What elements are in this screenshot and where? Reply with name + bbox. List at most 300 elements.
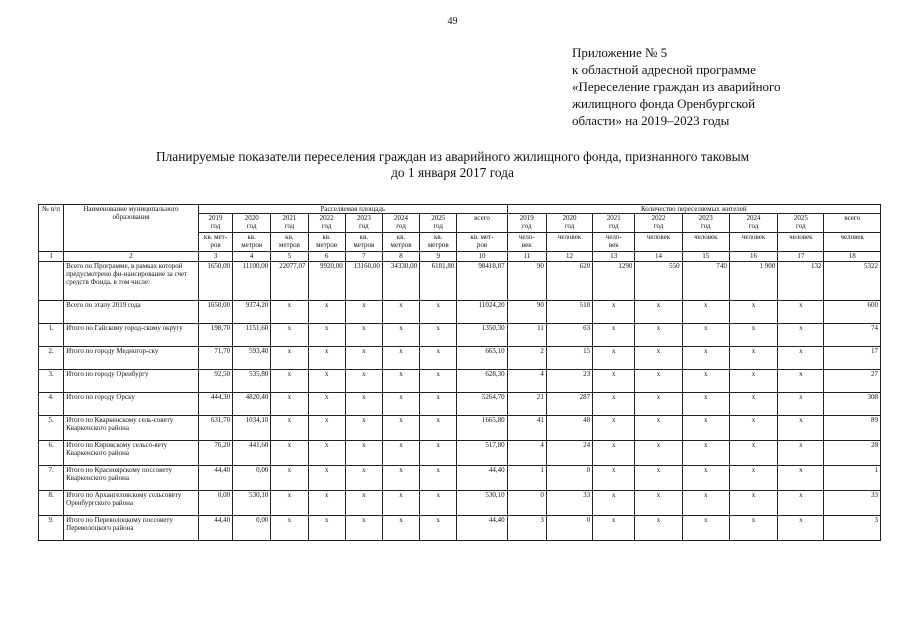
row-value: 13160,00	[345, 262, 382, 301]
table-row	[39, 370, 881, 393]
row-value: x	[778, 416, 824, 441]
row-value: x	[382, 416, 419, 441]
header-index: 15	[682, 252, 729, 262]
header-index: 10	[457, 252, 507, 262]
row-value: 33	[546, 491, 592, 516]
row-value: 63	[546, 324, 592, 347]
row-value: x	[729, 301, 777, 324]
header-index: 12	[546, 252, 592, 262]
header-name: Наименование муниципального образования	[64, 205, 199, 252]
header-year-line1: 2021	[606, 214, 621, 222]
row-value: x	[420, 347, 457, 370]
header-index: 2	[64, 252, 199, 262]
row-value: x	[593, 370, 635, 393]
row-value: 0,00	[198, 491, 232, 516]
row-value: x	[271, 441, 308, 466]
row-value: x	[271, 516, 308, 541]
row-value: x	[635, 347, 682, 370]
row-value: 71,70	[198, 347, 232, 370]
header-unit-people	[635, 233, 682, 252]
header-year-line2: год	[522, 222, 532, 230]
appendix-line: жилищного фонда Оренбургской	[572, 96, 756, 111]
row-value: 6181,80	[420, 262, 457, 301]
row-name: Итого по городу Орску	[64, 393, 199, 416]
row-number: 4.	[39, 393, 64, 416]
row-value: 44,40	[457, 516, 507, 541]
row-value: 24	[546, 441, 592, 466]
row-value: x	[778, 393, 824, 416]
row-name: Итого по Переволоцкому поссовету Переволоцкого района	[64, 516, 199, 541]
row-value: 530,10	[457, 491, 507, 516]
header-unit-area-line1: кв.	[396, 233, 406, 241]
row-number: 5.	[39, 416, 64, 441]
row-value: 1650,00	[198, 262, 232, 301]
row-value: 33	[824, 491, 881, 516]
header-total: всего	[824, 214, 881, 233]
header-unit-area-line2: метров	[427, 241, 449, 249]
row-value: x	[593, 301, 635, 324]
header-total: всего	[457, 214, 507, 233]
row-value: 2	[507, 347, 546, 370]
row-value: x	[593, 441, 635, 466]
header-year-line1: 2023	[698, 214, 713, 222]
header-year	[778, 214, 824, 233]
row-number: 7.	[39, 466, 64, 491]
row-value: x	[729, 491, 777, 516]
header-year-line1: 2025	[431, 214, 446, 222]
row-value: 4820,40	[233, 393, 271, 416]
row-value: 44,40	[457, 466, 507, 491]
row-name: Итого по Кваркенскому сель-совету Кваркенского района	[64, 416, 199, 441]
header-index: 4	[233, 252, 271, 262]
row-value: 1290	[593, 262, 635, 301]
row-value: x	[345, 466, 382, 491]
table-row	[39, 301, 881, 324]
row-value: 22077,07	[271, 262, 308, 301]
row-value: 308	[824, 393, 881, 416]
row-value: x	[345, 324, 382, 347]
row-value: x	[345, 347, 382, 370]
row-value: x	[593, 491, 635, 516]
table-row	[39, 347, 881, 370]
appendix-line: области» на 2019–2023 годы	[572, 113, 730, 128]
row-value: x	[593, 393, 635, 416]
row-value: 535,80	[233, 370, 271, 393]
row-value: 11024,20	[457, 301, 507, 324]
header-unit-area	[198, 233, 232, 252]
row-value: x	[729, 393, 777, 416]
row-value: 4	[507, 370, 546, 393]
row-value: 9374,20	[233, 301, 271, 324]
header-unit-people-line1: человек	[694, 233, 718, 241]
row-value: x	[420, 324, 457, 347]
header-unit-area	[271, 233, 308, 252]
row-value: 11100,00	[233, 262, 271, 301]
header-year-line1: 2019	[208, 214, 223, 222]
row-value: 600	[824, 301, 881, 324]
row-value: 1034,10	[233, 416, 271, 441]
row-value: 9920,00	[308, 262, 345, 301]
row-value: x	[308, 370, 345, 393]
header-unit-people-line1: человек	[646, 233, 671, 241]
row-value: 631,70	[198, 416, 232, 441]
row-value: x	[271, 393, 308, 416]
header-unit-people	[778, 233, 824, 252]
header-year-line1: 2022	[319, 214, 334, 222]
row-value: x	[593, 416, 635, 441]
header-unit-area-line1: кв.	[285, 233, 294, 241]
row-value: 23	[546, 370, 592, 393]
row-number: 6.	[39, 441, 64, 466]
header-index: 17	[778, 252, 824, 262]
row-value: x	[682, 301, 729, 324]
row-value: x	[382, 441, 419, 466]
row-value: x	[778, 347, 824, 370]
row-value: 89	[824, 416, 881, 441]
row-name: Итого по Красноярскому поссовету Кваркенского района	[64, 466, 199, 491]
row-value: x	[729, 466, 777, 491]
row-value: x	[682, 491, 729, 516]
row-value: x	[778, 370, 824, 393]
row-value: 3	[507, 516, 546, 541]
row-value: x	[345, 516, 382, 541]
row-value: x	[778, 441, 824, 466]
row-value: 48	[546, 416, 592, 441]
row-value: 628,30	[457, 370, 507, 393]
row-value: 76,20	[198, 441, 232, 466]
row-value: 15	[546, 347, 592, 370]
row-value: x	[382, 466, 419, 491]
row-value: x	[420, 466, 457, 491]
row-value: 34330,00	[382, 262, 419, 301]
row-value: 1665,80	[457, 416, 507, 441]
row-value: x	[271, 370, 308, 393]
row-number: 1.	[39, 324, 64, 347]
header-index: 9	[420, 252, 457, 262]
row-value: x	[271, 324, 308, 347]
row-value: x	[682, 370, 729, 393]
header-year-line1: 2024	[746, 214, 761, 222]
header-unit-people-line2: век	[608, 241, 619, 249]
row-value: x	[420, 301, 457, 324]
row-value: x	[593, 324, 635, 347]
row-name: Всего по Программе, в рамках которой предусмотрено фи-нансирование за счет средств Фонда, в том числе:	[64, 262, 199, 301]
table-row	[39, 491, 881, 516]
row-value: x	[778, 466, 824, 491]
header-year-line2: год	[210, 222, 221, 230]
header-index: 11	[507, 252, 546, 262]
header-unit-area	[420, 233, 457, 252]
row-value: x	[635, 491, 682, 516]
row-value: x	[345, 301, 382, 324]
header-year-line2: год	[433, 222, 443, 230]
row-value: 41	[507, 416, 546, 441]
header-year-line1: 2025	[793, 214, 808, 222]
header-year	[635, 214, 682, 233]
header-unit-people	[824, 233, 881, 252]
header-unit-people-line2: век	[521, 241, 532, 249]
header-year	[271, 214, 308, 233]
header-index: 7	[345, 252, 382, 262]
header-year-line2: год	[321, 222, 332, 230]
row-value: 44,40	[198, 466, 232, 491]
row-value: 98418,87	[457, 262, 507, 301]
row-value: x	[635, 370, 682, 393]
table-header	[39, 205, 881, 262]
header-unit-area-line2: метров	[353, 241, 375, 249]
header-year-line1: 2020	[562, 214, 577, 222]
row-value: 5264,70	[457, 393, 507, 416]
row-name: Итого по Гайскому город-скому округу	[64, 324, 199, 347]
row-value: x	[345, 491, 382, 516]
row-value: x	[420, 370, 457, 393]
row-value: x	[778, 516, 824, 541]
row-value: x	[382, 491, 419, 516]
row-value: 287	[546, 393, 592, 416]
row-value: x	[778, 491, 824, 516]
header-year-line2: год	[748, 222, 759, 230]
row-value: x	[345, 441, 382, 466]
row-value: x	[382, 393, 419, 416]
row-value: 0	[546, 516, 592, 541]
row-value: x	[778, 324, 824, 347]
row-value: 665,10	[457, 347, 507, 370]
header-unit-area-line2: метров	[241, 241, 263, 249]
row-value: 0	[546, 466, 592, 491]
header-unit-people	[546, 233, 592, 252]
row-value: x	[308, 301, 345, 324]
row-value: x	[308, 416, 345, 441]
row-number	[39, 262, 64, 301]
appendix-heading	[572, 44, 781, 129]
row-value: 17	[824, 347, 881, 370]
row-number: 2.	[39, 347, 64, 370]
row-value: x	[778, 301, 824, 324]
row-value: 517,80	[457, 441, 507, 466]
table-row	[39, 441, 881, 466]
header-unit-area-line1: кв.	[433, 233, 443, 241]
row-value: x	[382, 301, 419, 324]
table-row	[39, 416, 881, 441]
header-unit-area	[382, 233, 419, 252]
row-value: x	[635, 324, 682, 347]
row-name: Всего по этапу 2019 года	[64, 301, 199, 324]
row-value: x	[420, 516, 457, 541]
row-value: 92,50	[198, 370, 232, 393]
row-value: x	[420, 393, 457, 416]
row-value: x	[308, 491, 345, 516]
header-unit-area-line1: кв.	[322, 233, 331, 241]
row-value: x	[682, 416, 729, 441]
resettlement-table	[38, 204, 881, 541]
header-year	[420, 214, 457, 233]
row-value: x	[593, 516, 635, 541]
header-year-line2: год	[653, 222, 664, 230]
row-value: 5322	[824, 262, 881, 301]
header-unit-area-line2: метров	[316, 241, 338, 249]
row-value: 0,00	[233, 466, 271, 491]
header-year-line1: 2022	[651, 214, 666, 222]
header-unit-area	[308, 233, 345, 252]
row-name: Итого по городу Медногор-ску	[64, 347, 199, 370]
row-value: 593,40	[233, 347, 271, 370]
header-index: 8	[382, 252, 419, 262]
row-value: x	[729, 347, 777, 370]
row-value: 1	[507, 466, 546, 491]
header-year	[593, 214, 635, 233]
header-unit-people	[682, 233, 729, 252]
header-unit-area-line1: кв. мет-	[470, 233, 494, 241]
row-value: x	[308, 393, 345, 416]
row-value: x	[382, 516, 419, 541]
header-year-line2: год	[359, 222, 369, 230]
row-value: x	[382, 324, 419, 347]
header-unit-area	[233, 233, 271, 252]
row-value: x	[635, 301, 682, 324]
row-value: 132	[778, 262, 824, 301]
row-value: x	[682, 516, 729, 541]
header-year-line1: 2020	[244, 214, 259, 222]
row-value: x	[635, 393, 682, 416]
row-value: x	[345, 416, 382, 441]
row-value: 1350,30	[457, 324, 507, 347]
table-row	[39, 262, 881, 301]
row-value: x	[308, 441, 345, 466]
row-value: x	[593, 466, 635, 491]
title-line: Планируемые показатели переселения граждан из аварийного жилищного фонда, признанного таковым	[155, 149, 750, 164]
header-unit-people-line1: человек	[557, 233, 582, 241]
row-value: x	[635, 441, 682, 466]
appendix-line: «Переселение граждан из аварийного	[572, 79, 781, 94]
row-value: 1 900	[729, 262, 777, 301]
row-value: x	[420, 491, 457, 516]
row-value: 620	[546, 262, 592, 301]
header-year-line2: год	[564, 222, 575, 230]
row-value: 530,10	[233, 491, 271, 516]
row-name: Итого по городу Оренбургу	[64, 370, 199, 393]
row-value: x	[635, 466, 682, 491]
header-unit-people-line1: человек	[789, 233, 813, 241]
row-value: 444,30	[198, 393, 232, 416]
row-value: 44,40	[198, 516, 232, 541]
row-number: 9.	[39, 516, 64, 541]
row-value: 441,60	[233, 441, 271, 466]
row-value: x	[308, 324, 345, 347]
row-number	[39, 301, 64, 324]
row-value: x	[682, 441, 729, 466]
header-year-line2: год	[246, 222, 257, 230]
appendix-line: Приложение № 5	[572, 45, 668, 60]
header-year	[729, 214, 777, 233]
header-index: 6	[308, 252, 345, 262]
row-value: x	[382, 347, 419, 370]
header-year-line2: год	[396, 222, 406, 230]
row-value: x	[271, 301, 308, 324]
header-index: 13	[593, 252, 635, 262]
header-year	[198, 214, 232, 233]
appendix-line: к областной адресной программе	[572, 62, 756, 77]
table-row	[39, 516, 881, 541]
header-unit-people	[729, 233, 777, 252]
row-value: x	[635, 416, 682, 441]
row-value: x	[271, 491, 308, 516]
row-value: x	[593, 347, 635, 370]
header-index: 16	[729, 252, 777, 262]
row-value: 1650,00	[198, 301, 232, 324]
row-value: x	[729, 324, 777, 347]
document-title	[40, 149, 865, 181]
row-value: x	[271, 416, 308, 441]
header-year-line1: 2021	[282, 214, 297, 222]
row-value: x	[271, 466, 308, 491]
header-year	[233, 214, 271, 233]
header-unit-people	[507, 233, 546, 252]
row-value: 0	[507, 491, 546, 516]
row-value: 90	[507, 301, 546, 324]
row-value: 3	[824, 516, 881, 541]
header-year-line2: год	[608, 222, 619, 230]
header-unit-area-line1: кв.	[359, 233, 369, 241]
header-unit-area-line2: ров	[210, 241, 221, 249]
header-index: 18	[824, 252, 881, 262]
row-value: x	[682, 324, 729, 347]
header-unit-people-line1: чело-	[605, 233, 622, 241]
title-line: до 1 января 2017 года	[391, 165, 514, 180]
header-unit-area	[345, 233, 382, 252]
row-value: x	[345, 393, 382, 416]
header-group-area: Расселяемая площадь	[198, 205, 507, 214]
row-value: 740	[682, 262, 729, 301]
header-year	[546, 214, 592, 233]
header-year-line1: 2023	[356, 214, 371, 222]
table-row	[39, 324, 881, 347]
header-year	[382, 214, 419, 233]
header-year-line2: год	[284, 222, 295, 230]
row-number: 8.	[39, 491, 64, 516]
row-value: 0,00	[233, 516, 271, 541]
row-value: 1151,60	[233, 324, 271, 347]
row-value: x	[382, 370, 419, 393]
row-value: x	[420, 441, 457, 466]
row-value: 21	[507, 393, 546, 416]
row-value: 27	[824, 370, 881, 393]
row-value: x	[308, 347, 345, 370]
header-unit-area-line2: ров	[476, 241, 488, 249]
row-value: x	[682, 393, 729, 416]
row-value: x	[729, 416, 777, 441]
header-unit-area-line1: кв.	[247, 233, 256, 241]
header-index: 3	[198, 252, 232, 262]
header-year	[308, 214, 345, 233]
row-value: 28	[824, 441, 881, 466]
row-value: x	[729, 370, 777, 393]
header-unit-area-line2: метров	[278, 241, 300, 249]
header-year-line2: год	[796, 222, 806, 230]
row-value: 550	[635, 262, 682, 301]
row-value: 4	[507, 441, 546, 466]
table-body	[39, 262, 881, 541]
row-value: x	[345, 370, 382, 393]
header-index: 5	[271, 252, 308, 262]
header-group-people: Количество переселяемых жителей	[507, 205, 880, 214]
header-year-line1: 2019	[519, 214, 534, 222]
header-unit-area	[457, 233, 507, 252]
row-number: 3.	[39, 370, 64, 393]
header-unit-people	[593, 233, 635, 252]
row-value: x	[729, 516, 777, 541]
row-value: x	[308, 516, 345, 541]
row-value: x	[308, 466, 345, 491]
